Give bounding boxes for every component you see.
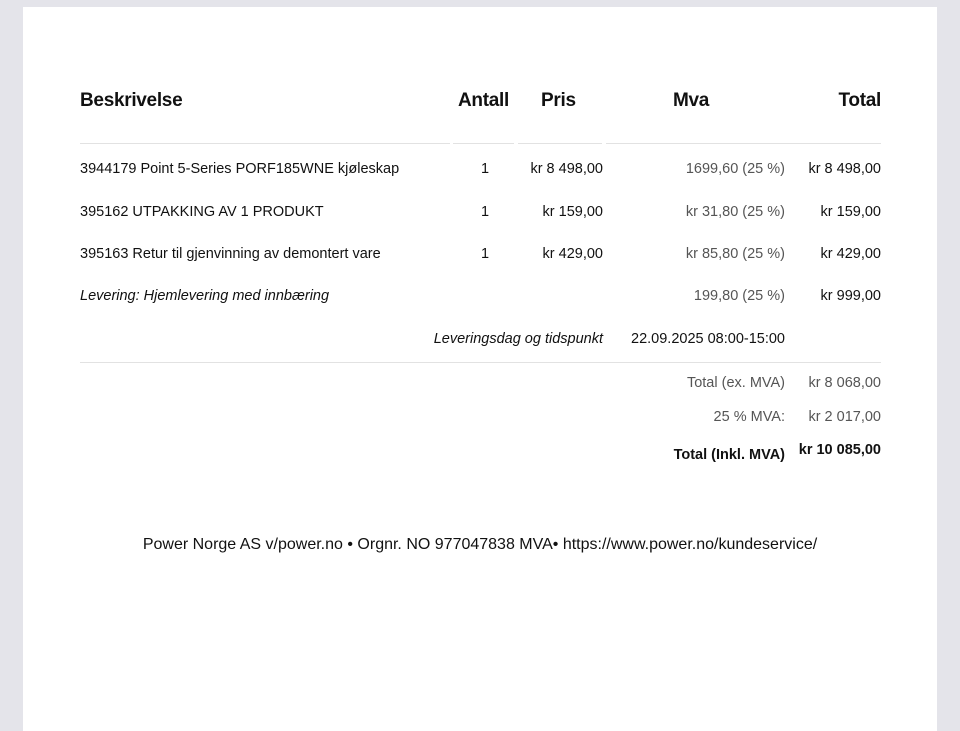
delivery-description: Levering: Hjemlevering med innbæring bbox=[80, 288, 330, 304]
item-quantity: 1 bbox=[481, 246, 490, 262]
header-price: Pris bbox=[541, 90, 576, 111]
item-quantity: 1 bbox=[481, 161, 490, 177]
delivery-vat: 199,80 (25 %) bbox=[693, 288, 785, 304]
header-total: Total bbox=[838, 90, 881, 111]
total-incl-vat-label: Total (Inkl. MVA) bbox=[673, 447, 785, 463]
header-divider bbox=[80, 143, 450, 144]
item-total: kr 159,00 bbox=[820, 204, 881, 220]
delivery-total: kr 999,00 bbox=[820, 288, 881, 304]
item-price: kr 159,00 bbox=[542, 204, 603, 220]
item-price: kr 429,00 bbox=[542, 246, 603, 262]
invoice-page bbox=[23, 7, 937, 731]
item-total: kr 8 498,00 bbox=[808, 161, 881, 177]
item-quantity: 1 bbox=[481, 204, 490, 220]
header-description: Beskrivelse bbox=[80, 90, 183, 111]
delivery-time-label: Leveringsdag og tidspunkt bbox=[433, 331, 603, 347]
vat-value: kr 2 017,00 bbox=[808, 409, 881, 425]
item-total: kr 429,00 bbox=[820, 246, 881, 262]
vat-label: 25 % MVA: bbox=[713, 409, 785, 425]
header-divider bbox=[518, 143, 602, 144]
item-vat: 1699,60 (25 %) bbox=[685, 161, 785, 177]
total-ex-vat-value: kr 8 068,00 bbox=[808, 375, 881, 391]
item-description: 3944179 Point 5-Series PORF185WNE kjøleskap bbox=[80, 161, 400, 177]
summary-divider bbox=[80, 362, 881, 363]
delivery-time-value: 22.09.2025 08:00-15:00 bbox=[631, 331, 785, 347]
item-vat: kr 31,80 (25 %) bbox=[685, 204, 785, 220]
company-footer: Power Norge AS v/power.no • Orgnr. NO 977047838 MVA• https://www.power.no/kundeservice/ bbox=[142, 536, 818, 553]
item-price: kr 8 498,00 bbox=[530, 161, 603, 177]
header-divider bbox=[606, 143, 881, 144]
total-incl-vat-value: kr 10 085,00 bbox=[798, 442, 881, 458]
item-description: 395163 Retur til gjenvinning av demontert vare bbox=[80, 246, 381, 262]
item-description: 395162 UTPAKKING AV 1 PRODUKT bbox=[80, 204, 324, 220]
header-divider bbox=[453, 143, 514, 144]
total-ex-vat-label: Total (ex. MVA) bbox=[686, 375, 785, 391]
header-vat: Mva bbox=[673, 90, 710, 111]
item-vat: kr 85,80 (25 %) bbox=[685, 246, 785, 262]
header-quantity: Antall bbox=[458, 90, 509, 111]
